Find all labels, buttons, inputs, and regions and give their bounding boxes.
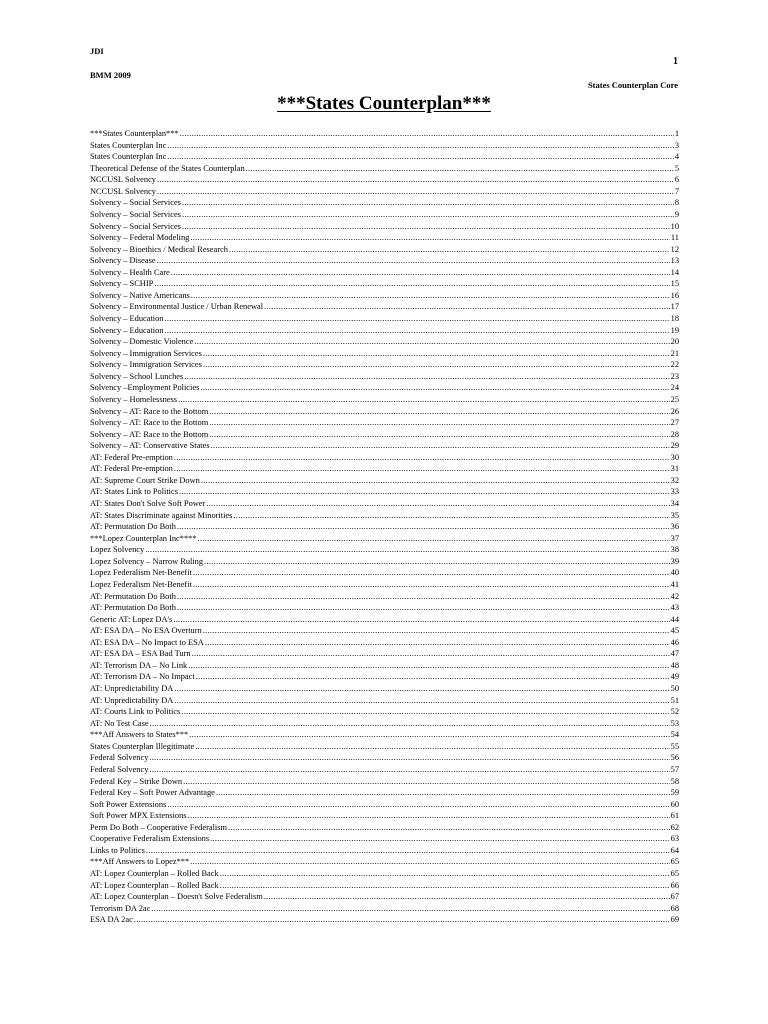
toc-entry-page: 22 (670, 360, 679, 370)
toc-entry-label: Lopez Solvency (90, 545, 145, 555)
toc-entry-page: 60 (670, 799, 679, 809)
toc-entry-page: 13 (670, 256, 679, 266)
toc-entry-page: 55 (670, 741, 679, 751)
toc-entry-page: 34 (670, 499, 679, 508)
toc-entry[interactable] (90, 452, 679, 464)
toc-entry[interactable] (90, 336, 679, 348)
toc-entry-page: 64 (670, 845, 679, 855)
toc-dot-leader (220, 880, 670, 892)
toc-entry-page: 23 (670, 371, 679, 381)
toc-dot-leader (145, 544, 669, 556)
toc-entry-label: AT: Federal Pre-emption (90, 464, 173, 474)
toc-dot-leader (184, 371, 669, 383)
toc-entry-page: 9 (674, 209, 679, 219)
toc-dot-leader (228, 822, 670, 834)
toc-dot-leader (182, 221, 670, 233)
toc-entry-page: 45 (670, 626, 679, 636)
toc-entry-page: 52 (670, 707, 679, 717)
toc-entry-page: 65 (670, 857, 679, 867)
toc-dot-leader (188, 660, 669, 672)
toc-entry-page: 68 (670, 903, 679, 913)
toc-entry-label: Solvency – Social Services (90, 221, 181, 231)
toc-entry-page: 12 (670, 244, 679, 254)
toc-entry[interactable] (90, 671, 679, 683)
toc-entry-label: Solvency – Education (90, 325, 164, 335)
toc-dot-leader (264, 301, 670, 313)
toc-entry-label: States Counterplan Illegitimate (90, 741, 195, 751)
toc-entry-label: AT: ESA DA – No Impact to ESA (90, 637, 204, 647)
toc-dot-leader (204, 556, 670, 568)
toc-entry-page: 37 (670, 533, 679, 543)
toc-dot-leader (174, 463, 670, 475)
header-camp: BMM 2009 (90, 70, 131, 80)
toc-dot-leader (178, 394, 670, 406)
toc-entry[interactable] (90, 394, 679, 406)
toc-entry-label: ***Aff Answers to Lopez*** (90, 857, 190, 867)
toc-dot-leader (177, 591, 670, 603)
toc-dot-leader (220, 868, 670, 880)
toc-dot-leader (167, 140, 674, 152)
toc-dot-leader (188, 810, 670, 822)
toc-entry[interactable] (90, 741, 679, 753)
toc-dot-leader (233, 510, 669, 522)
toc-entry-label: States Counterplan Inc (90, 152, 167, 162)
toc-entry[interactable] (90, 891, 679, 903)
toc-dot-leader (179, 486, 670, 498)
toc-entry[interactable] (90, 197, 679, 209)
toc-entry-label: Solvency – School Lunches (90, 371, 184, 381)
header-author: JDI (90, 46, 104, 56)
toc-entry[interactable] (90, 660, 679, 672)
toc-entry-label: AT: Terrorism DA – No Link (90, 660, 188, 670)
toc-entry-page: 25 (670, 394, 679, 404)
toc-entry[interactable] (90, 914, 679, 926)
toc-entry-page: 30 (670, 452, 679, 462)
toc-dot-leader (201, 475, 670, 487)
toc-entry[interactable] (90, 718, 679, 730)
toc-entry-label: Solvency – Homelessness (90, 394, 177, 404)
toc-entry[interactable] (90, 822, 679, 834)
toc-dot-leader (150, 718, 670, 730)
toc-entry-page: 19 (670, 325, 679, 335)
toc-entry-page: 27 (670, 418, 679, 428)
toc-entry-page: 14 (670, 267, 679, 277)
toc-entry-page: 44 (670, 614, 679, 624)
toc-entry[interactable] (90, 625, 679, 637)
toc-dot-leader (216, 787, 670, 799)
toc-entry-label: Solvency – Immigration Services (90, 348, 202, 358)
toc-entry[interactable] (90, 406, 679, 418)
toc-entry[interactable] (90, 533, 679, 545)
toc-dot-leader (198, 533, 670, 545)
toc-entry-page: 67 (670, 892, 679, 902)
toc-entry[interactable] (90, 255, 679, 267)
toc-entry-label: Lopez Federalism Net-Benefit (90, 568, 192, 578)
toc-entry-page: 43 (670, 603, 679, 613)
toc-dot-leader (192, 648, 670, 660)
table-of-contents (90, 128, 679, 926)
toc-dot-leader (173, 614, 669, 626)
toc-entry[interactable] (90, 510, 679, 522)
toc-entry-page: 24 (670, 383, 679, 393)
toc-dot-leader (157, 174, 674, 186)
toc-entry-page: 36 (670, 522, 679, 532)
toc-entry-page: 8 (674, 198, 679, 208)
toc-entry-label: Links to Politics (90, 845, 145, 855)
toc-entry-label: Solvency – Health Care (90, 267, 170, 277)
toc-entry-label: AT: Permutation Do Both (90, 591, 176, 601)
toc-entry[interactable] (90, 521, 679, 533)
toc-entry[interactable] (90, 776, 679, 788)
page-number: 1 (673, 56, 678, 67)
toc-entry-label: ***States Counterplan*** (90, 129, 179, 138)
toc-entry-label: AT: Lopez Counterplan – Rolled Back (90, 880, 219, 890)
toc-entry-label: Solvency – AT: Race to the Bottom (90, 418, 209, 428)
toc-entry[interactable] (90, 440, 679, 452)
toc-dot-leader (165, 325, 670, 337)
toc-entry-page: 33 (670, 487, 679, 497)
toc-entry[interactable] (90, 579, 679, 591)
toc-dot-leader (182, 197, 674, 209)
page-title (0, 93, 768, 115)
toc-dot-leader (181, 706, 669, 718)
toc-dot-leader (203, 359, 670, 371)
toc-entry-label: AT: Unpredictability DA (90, 695, 174, 705)
toc-dot-leader (193, 579, 670, 591)
toc-dot-leader (180, 128, 674, 140)
toc-entry-label: AT: States Discriminate against Minorities (90, 510, 233, 520)
toc-entry-label: AT: No Test Case (90, 718, 149, 728)
toc-entry-page: 4 (674, 152, 679, 162)
toc-entry-page: 63 (670, 834, 679, 844)
toc-entry-page: 65 (670, 869, 679, 878)
toc-entry-page: 28 (670, 429, 679, 439)
toc-entry-page: 40 (670, 568, 679, 578)
toc-dot-leader (134, 914, 670, 926)
toc-dot-leader (190, 232, 670, 244)
toc-entry-page: 7 (674, 186, 679, 196)
toc-entry[interactable] (90, 278, 679, 290)
toc-entry[interactable] (90, 544, 679, 556)
toc-entry-label: AT: Terrorism DA – No Impact (90, 672, 195, 682)
toc-entry[interactable] (90, 475, 679, 487)
toc-entry[interactable] (90, 556, 679, 568)
toc-entry[interactable] (90, 591, 679, 603)
toc-entry-label: Solvency – AT: Race to the Bottom (90, 429, 209, 439)
toc-entry-label: AT: ESA DA – ESA Bad Turn (90, 649, 191, 659)
toc-entry-page: 39 (670, 556, 679, 566)
toc-entry-page: 41 (670, 579, 679, 589)
toc-entry-label: Federal Key – Strike Down (90, 776, 183, 786)
toc-entry[interactable] (90, 463, 679, 475)
toc-entry-label: AT: Federal Pre-emption (90, 452, 173, 462)
toc-entry[interactable] (90, 695, 679, 707)
toc-entry-label: Solvency – AT: Race to the Bottom (90, 406, 209, 416)
toc-entry[interactable] (90, 290, 679, 302)
toc-entry-label: Federal Key – Soft Power Advantage (90, 788, 215, 798)
toc-entry[interactable] (90, 221, 679, 233)
toc-entry[interactable] (90, 371, 679, 383)
header-file-title: States Counterplan Core (587, 80, 678, 90)
toc-entry-label: Solvency – Native Americans (90, 290, 190, 300)
toc-entry-label: Cooperative Federalism Extensions (90, 834, 210, 844)
toc-entry[interactable] (90, 845, 679, 857)
toc-entry-label: Solvency – SCHIP (90, 279, 154, 289)
toc-entry-page: 61 (670, 811, 679, 821)
toc-dot-leader (190, 856, 669, 868)
toc-entry-label: Solvency – Immigration Services (90, 360, 202, 370)
toc-entry-label: Terrorism DA 2ac (90, 903, 151, 913)
toc-entry-page: 18 (670, 314, 679, 323)
toc-entry-page: 56 (670, 753, 679, 763)
toc-entry-label: Federal Solvency (90, 753, 149, 763)
toc-dot-leader (209, 406, 669, 418)
toc-dot-leader (189, 729, 669, 741)
toc-entry[interactable] (90, 868, 679, 880)
toc-entry-page: 29 (670, 441, 679, 451)
toc-entry-label: Theoretical Defense of the States Counterplan (90, 163, 245, 173)
toc-entry-page: 58 (670, 776, 679, 786)
toc-entry-label: States Counterplan Inc (90, 140, 167, 150)
toc-dot-leader (246, 163, 674, 175)
toc-entry-label: Lopez Solvency – Narrow Ruling (90, 556, 204, 566)
toc-entry[interactable] (90, 833, 679, 845)
toc-dot-leader (174, 695, 669, 707)
toc-entry-page: 21 (670, 348, 679, 358)
toc-entry-page: 15 (670, 279, 679, 289)
toc-dot-leader (149, 752, 669, 764)
toc-entry[interactable] (90, 486, 679, 498)
page-title-text: ***States Counterplan*** (277, 93, 491, 114)
toc-entry-label: Solvency – Education (90, 314, 164, 323)
toc-entry[interactable] (90, 799, 679, 811)
toc-entry-page: 6 (674, 175, 679, 185)
toc-entry-page: 54 (670, 730, 679, 740)
toc-entry[interactable] (90, 856, 679, 868)
toc-entry-page: 57 (670, 764, 679, 774)
toc-entry-page: 48 (670, 660, 679, 670)
toc-entry-page: 16 (670, 290, 679, 300)
toc-entry[interactable] (90, 128, 679, 140)
toc-entry-label: Solvency – Domestic Violence (90, 337, 194, 347)
toc-dot-leader (177, 602, 670, 614)
toc-dot-leader (205, 637, 670, 649)
toc-entry-label: Federal Solvency (90, 764, 149, 774)
toc-entry-label: Solvency – Environmental Justice / Urban Renewal (90, 302, 264, 312)
toc-entry[interactable] (90, 186, 679, 198)
toc-entry-page: 53 (670, 718, 679, 728)
toc-entry[interactable] (90, 787, 679, 799)
toc-dot-leader (191, 290, 670, 302)
toc-entry-label: NCCUSL Solvency (90, 186, 156, 196)
toc-dot-leader (182, 209, 674, 221)
toc-entry-page: 69 (670, 915, 679, 925)
toc-entry-label: AT: Lopez Counterplan – Rolled Back (90, 869, 219, 878)
toc-entry-page: 49 (670, 672, 679, 682)
toc-entry-label: AT: Unpredictability DA (90, 684, 174, 693)
toc-dot-leader (209, 429, 669, 441)
toc-entry-page: 1 (674, 129, 679, 138)
toc-entry-page: 17 (670, 302, 679, 312)
toc-dot-leader (229, 244, 670, 256)
toc-entry-page: 47 (670, 649, 679, 659)
toc-dot-leader (196, 671, 670, 683)
toc-entry-label: AT: Permutation Do Both (90, 522, 176, 532)
toc-entry[interactable] (90, 140, 679, 152)
toc-entry[interactable] (90, 752, 679, 764)
toc-dot-leader (203, 625, 670, 637)
toc-entry-label: AT: States Link to Politics (90, 487, 178, 497)
toc-entry[interactable] (90, 729, 679, 741)
toc-entry[interactable] (90, 764, 679, 776)
toc-entry-page: 51 (670, 695, 679, 705)
toc-entry-label: AT: Courts Link to Politics (90, 707, 181, 717)
toc-dot-leader (165, 313, 670, 325)
toc-entry-page: 62 (670, 822, 679, 832)
toc-entry[interactable] (90, 683, 679, 695)
toc-dot-leader (146, 845, 670, 857)
toc-entry-label: Solvency – Bioethics / Medical Research (90, 244, 228, 254)
toc-entry[interactable] (90, 313, 679, 325)
toc-entry-page: 26 (670, 406, 679, 416)
toc-entry[interactable] (90, 706, 679, 718)
toc-dot-leader (174, 683, 669, 695)
toc-entry-label: Solvency – Disease (90, 256, 156, 266)
toc-dot-leader (183, 776, 670, 788)
toc-entry-page: 32 (670, 475, 679, 485)
toc-entry-page: 50 (670, 684, 679, 693)
toc-entry[interactable] (90, 567, 679, 579)
toc-entry-page: 35 (670, 510, 679, 520)
toc-entry-page: 46 (670, 637, 679, 647)
toc-entry-label: ***Aff Answers to States*** (90, 730, 189, 740)
toc-entry-label: ESA DA 2ac (90, 915, 133, 925)
toc-entry[interactable] (90, 382, 679, 394)
toc-entry[interactable] (90, 267, 679, 279)
toc-entry-label: Solvency – Federal Modeling (90, 233, 190, 243)
toc-entry-page: 31 (670, 464, 679, 474)
toc-dot-leader (167, 799, 669, 811)
toc-entry[interactable] (90, 301, 679, 313)
toc-entry-label: Lopez Federalism Net-Benefit (90, 579, 192, 589)
toc-dot-leader (194, 336, 669, 348)
toc-entry-label: Soft Power MPX Extensions (90, 811, 187, 821)
toc-entry-label: AT: Lopez Counterplan – Doesn't Solve Federalism (90, 892, 263, 902)
toc-entry[interactable] (90, 163, 679, 175)
toc-dot-leader (195, 741, 669, 753)
toc-entry[interactable] (90, 232, 679, 244)
toc-dot-leader (157, 255, 670, 267)
toc-dot-leader (151, 903, 669, 915)
toc-entry-label: Soft Power Extensions (90, 799, 167, 809)
toc-entry[interactable] (90, 429, 679, 441)
toc-entry[interactable] (90, 359, 679, 371)
toc-entry[interactable] (90, 325, 679, 337)
toc-entry-page: 11 (670, 233, 679, 243)
toc-entry-label: Perm Do Both – Cooperative Federalism (90, 822, 228, 832)
toc-entry-page: 66 (670, 880, 679, 890)
toc-entry[interactable] (90, 244, 679, 256)
toc-entry-label: AT: States Don't Solve Soft Power (90, 499, 206, 508)
toc-dot-leader (177, 521, 670, 533)
toc-dot-leader (200, 382, 669, 394)
toc-dot-leader (154, 278, 669, 290)
toc-dot-leader (211, 440, 670, 452)
toc-entry[interactable] (90, 637, 679, 649)
toc-dot-leader (264, 891, 670, 903)
toc-entry[interactable] (90, 614, 679, 626)
toc-entry-page: 20 (670, 337, 679, 347)
toc-entry[interactable] (90, 174, 679, 186)
toc-dot-leader (149, 764, 669, 776)
toc-dot-leader (174, 452, 670, 464)
toc-entry-label: AT: Permutation Do Both (90, 603, 176, 613)
toc-dot-leader (167, 151, 674, 163)
toc-entry-label: ***Lopez Counterplan Inc**** (90, 533, 197, 543)
toc-entry-label: AT: Supreme Court Strike Down (90, 475, 200, 485)
toc-entry[interactable] (90, 209, 679, 221)
toc-entry[interactable] (90, 417, 679, 429)
toc-entry-page: 10 (670, 221, 679, 231)
toc-entry-page: 59 (670, 788, 679, 798)
toc-entry-label: Generic AT: Lopez DA's (90, 614, 173, 624)
toc-dot-leader (193, 567, 670, 579)
toc-entry[interactable] (90, 498, 679, 510)
toc-entry[interactable] (90, 648, 679, 660)
toc-entry[interactable] (90, 348, 679, 360)
toc-entry[interactable] (90, 903, 679, 915)
toc-entry-label: NCCUSL Solvency (90, 175, 156, 185)
toc-entry-page: 38 (670, 545, 679, 555)
toc-dot-leader (203, 348, 670, 360)
toc-entry-label: Solvency – Social Services (90, 209, 181, 219)
toc-entry[interactable] (90, 810, 679, 822)
toc-entry-page: 3 (674, 140, 679, 150)
toc-dot-leader (171, 267, 670, 279)
toc-entry-page: 5 (674, 163, 679, 173)
toc-entry-page: 42 (670, 591, 679, 601)
toc-entry-label: Solvency –Employment Policies (90, 383, 200, 393)
toc-entry[interactable] (90, 151, 679, 163)
toc-entry-label: Solvency – AT: Conservative States (90, 441, 210, 451)
toc-dot-leader (210, 833, 670, 845)
toc-entry-label: AT: ESA DA – No ESA Overturn (90, 626, 202, 636)
toc-entry-label: Solvency – Social Services (90, 198, 181, 208)
toc-entry[interactable] (90, 880, 679, 892)
toc-dot-leader (157, 186, 674, 198)
toc-entry[interactable] (90, 602, 679, 614)
toc-dot-leader (206, 498, 669, 510)
toc-dot-leader (209, 417, 669, 429)
